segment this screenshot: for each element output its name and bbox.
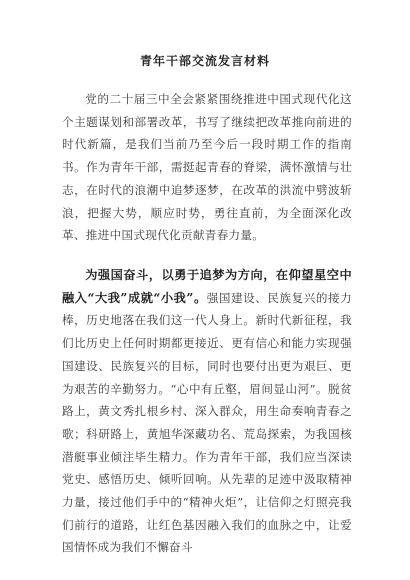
- paragraph-lead-heading: 为强国奋斗，以勇于追梦为方向，在仰望星空中融入“大我”成就“小我”。: [62, 268, 352, 305]
- paragraph-strive: [62, 264, 352, 559]
- paragraph-intro: 党的二十届三中全会紧紧围绕推进中国式现代化这个主题谋划和部署改革，书写了继续把改革推向前进的时代新篇，是我们当前乃至今后一段时期工作的指南书。作为青年干部，需挺起青春的脊梁，满怀激情与壮志，在时代的浪潮中追梦逐梦，在改革的洪流中劈波斩浪，把握大势，顺应时势，勇往直前，为全面深化改革、推进中国式现代化贡献青春力量。: [62, 92, 352, 243]
- paragraph-body: 强国建设、民族复兴的接力棒，历史地落在我们这一代人身上。新时代新征程，我们比历史上任何时期都更接近、更有信心和能力实现强国建设、民族复兴的目标，同时也要付出更为艰巨、更为艰苦的辛勤努力。“心中有丘壑，眉间显山河”。脱贫路上，黄文秀扎根乡村、深入群众，用生命奏响青春之歌；科研路上，黄旭华深藏功名、荒岛探索，为我国核潜艇事业倾注毕生精力。作为青年干部，我们应当深读党史、感悟历史、倾听回响。从先辈的足迹中汲取精神力量，接过他们手中的“精神火炬”，让信仰之灯照亮我们前行的道路，让红色基因融入我们的血脉之中，让爱国情怀成为我们不懈奋斗: [62, 290, 352, 555]
- document-title: 青年干部交流发言材料: [139, 54, 270, 68]
